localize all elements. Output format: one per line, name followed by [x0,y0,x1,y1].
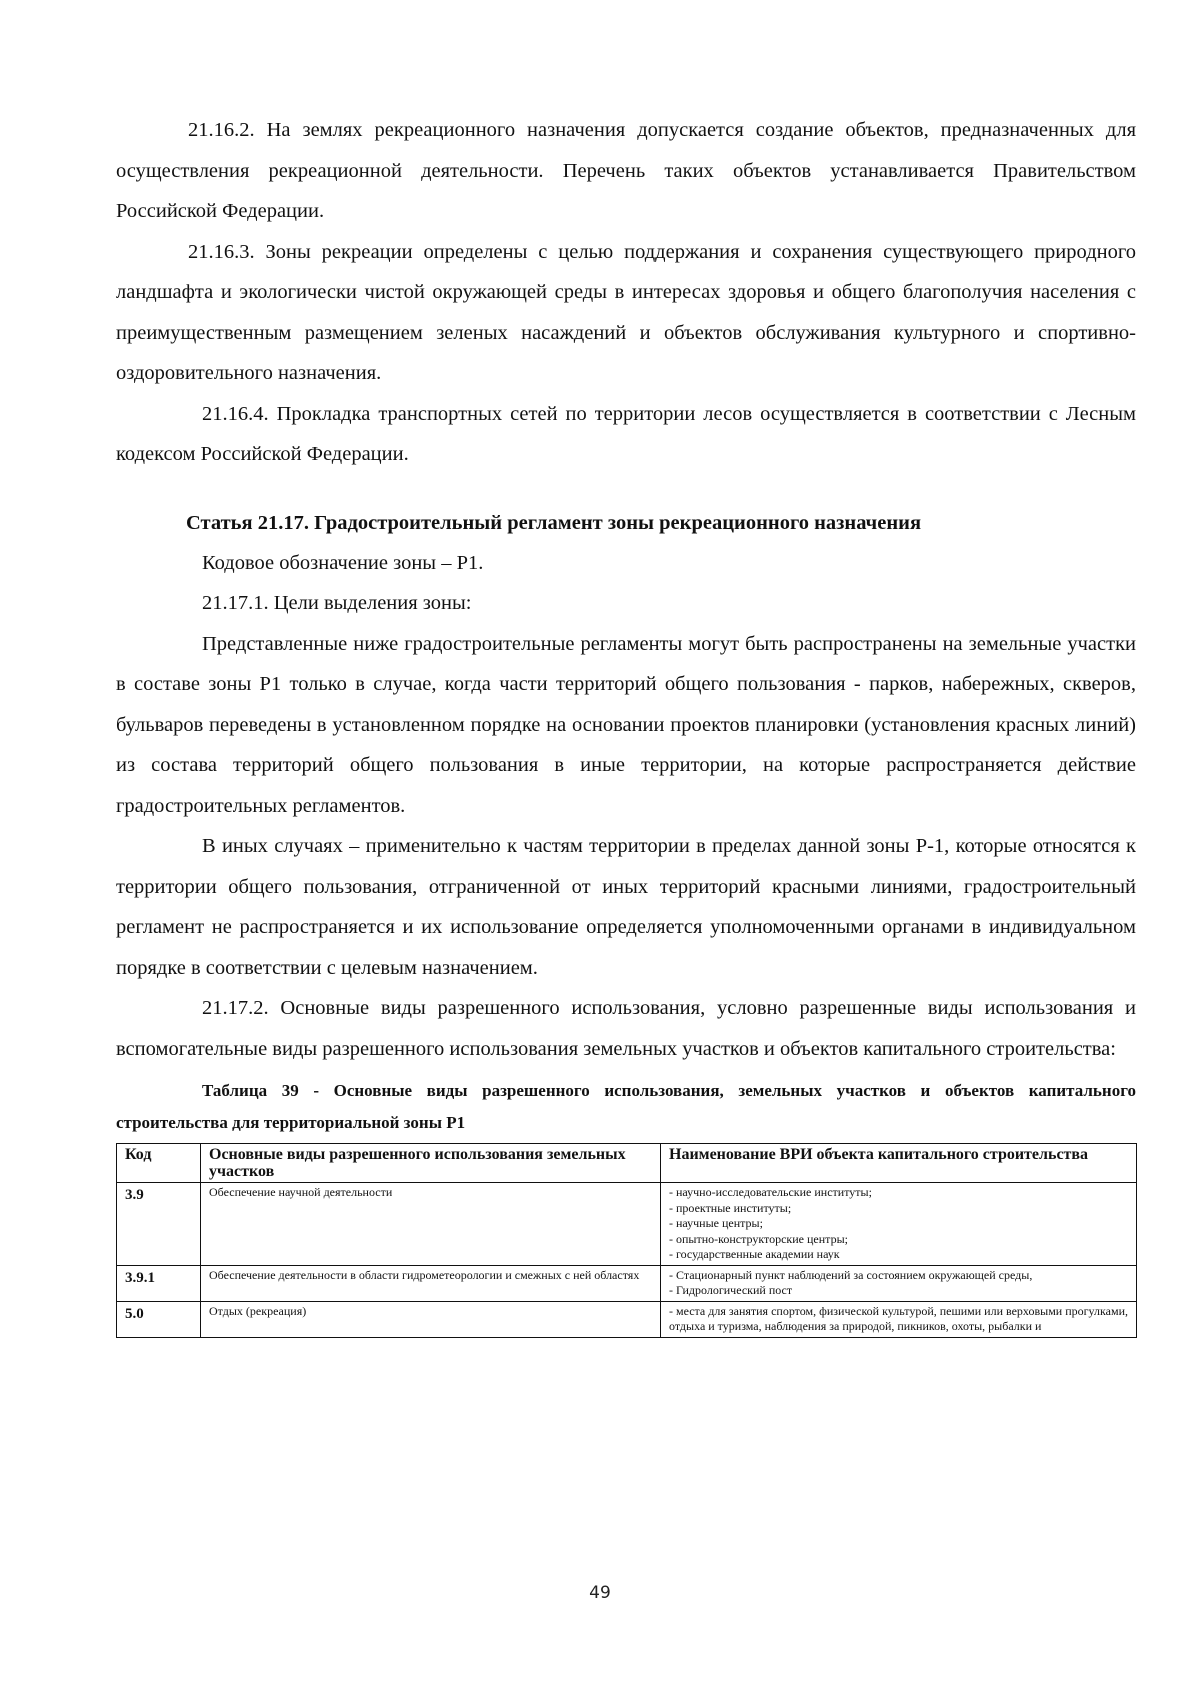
document-page [116,110,1136,1338]
object-item: - места для занятия спортом, физической культурой, пешими или верховыми прогулками, отдыха и туризма, наблюдения за природой, пикников, охоты, рыбалки и [669,1303,1128,1333]
other-cases-paragraph: В иных случаях – применительно к частям территории в пределах данной зоны Р-1, которые относятся к территории общего пользования, отграниченной от иных территорий красными линиями, градостроительный регламент не распространяется и их использование определяется уполномоченными органами в индивидуальном порядке в соответствии с целевым назначением. [116,835,1136,979]
object-item: - государственные академии наук [669,1247,840,1261]
page-number: 49 [589,1583,611,1603]
object-item: - Стационарный пункт наблюдений за состоянием окружающей среды, [669,1267,1033,1282]
zone-code-paragraph: Кодовое обозначение зоны – Р1. [202,551,484,574]
table-row [117,1183,1137,1266]
article-heading: Статья 21.17. Градостроительный регламент зоны рекреационного назначения [186,511,922,534]
row-objects [661,1265,1137,1301]
table-caption: Таблица 39 - Основные виды разрешенного использования, земельных участков и объектов капитального строительства для территориальной зоны Р1 [116,1081,1136,1132]
section-gap [116,475,1136,503]
paragraph-21-16-4: 21.16.4. Прокладка транспортных сетей по территории лесов осуществляется в соответствии с Лесным кодексом Российской Федерации. [116,402,1136,465]
object-item: - проектные институты; [669,1200,792,1215]
row-use-type: Отдых (рекреация) [201,1301,661,1337]
row-code: 3.9.1 [117,1265,201,1301]
paragraph-21-16-3: 21.16.3. Зоны рекреации определены с целью поддержания и сохранения существующего природного ландшафта и экологически чистой окружающей среды в интересах здоровья и общего благополучия населения с преимущественным размещением зеленых насаждений и объектов обслуживания культурного и спортивно-оздоровительного назначения. [116,240,1136,384]
row-objects [661,1183,1137,1266]
row-code: 5.0 [117,1301,201,1337]
object-item: - научно-исследовательские институты; [669,1185,872,1199]
header-use-type: Основные виды разрешенного использования земельных участков [201,1144,661,1183]
row-code: 3.9 [117,1183,201,1266]
zone-goals-paragraph: 21.17.1. Цели выделения зоны: [202,592,472,614]
row-use-type: Обеспечение деятельности в области гидрометеорологии и смежных с ней областях [201,1265,661,1301]
header-code: Код [117,1144,201,1183]
row-use-type: Обеспечение научной деятельности [201,1183,661,1266]
permitted-use-table [116,1143,1137,1338]
object-item: - Гидрологический пост [669,1283,793,1297]
paragraph-21-17-2: 21.17.2. Основные виды разрешенного использования, условно разрешенные виды использования и вспомогательные виды разрешенного использования земельных участков и объектов капитального строительства: [116,997,1136,1060]
table-row [117,1265,1137,1301]
paragraph-21-16-2: 21.16.2. На землях рекреационного назначения допускается создание объектов, предназначенных для осуществления рекреационной деятельности. Перечень таких объектов устанавливается Правительством Российской Федерации. [116,119,1136,222]
row-objects [661,1301,1137,1337]
table-header-row [117,1144,1137,1183]
header-object-name: Наименование ВРИ объекта капитального строительства [661,1144,1137,1183]
object-item: - опытно-конструкторские центры; [669,1231,848,1246]
object-item: - научные центры; [669,1216,763,1230]
table-row [117,1301,1137,1337]
regulation-scope-paragraph: Представленные ниже градостроительные регламенты могут быть распространены на земельные участки в составе зоны Р1 только в случае, когда части территорий общего пользования - парков, набережных, скверов, бульваров переведены в установленном порядке на основании проектов планировки (установления красных линий) из состава территорий общего пользования в иные территории, на которые распространяется действие градостроительных регламентов. [116,632,1136,817]
